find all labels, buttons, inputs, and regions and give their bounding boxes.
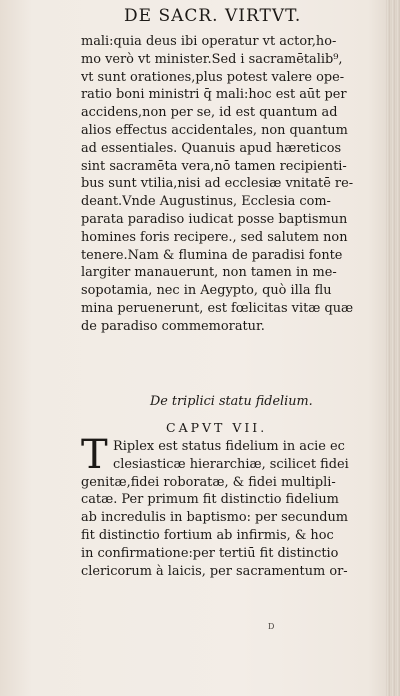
text-line: clericorum à laicis, per sacramentum or- (81, 563, 348, 579)
text-line: ratio boni ministri q̄ mali:hoc est aūt per (81, 87, 347, 103)
text-line: Riplex est status fidelium in acie ec (113, 439, 345, 454)
page-edge (386, 0, 400, 696)
body-text (81, 33, 381, 336)
text-line: catæ. Per primum fit distinctio fidelium (81, 492, 339, 508)
text-line: de paradiso commemoratur. (81, 318, 265, 334)
text-line: tenere.Nam & flumina de paradisi fonte (81, 247, 343, 263)
text-line: sopotamia, nec in Aegypto, quò illa flu (81, 283, 332, 299)
text-line: parata paradiso iudicat posse baptismun (81, 211, 348, 227)
running-head: DE SACR. VIRTVT. (124, 6, 302, 26)
chapter-heading: CAPVT VII. (166, 420, 268, 435)
text-line: ab incredulis in baptismo: per secundum (81, 510, 349, 526)
text-line: mali:quia deus ibi operatur vt actor,ho- (81, 34, 337, 49)
text-line: largiter manauerunt, non tamen in me- (81, 265, 337, 281)
signature-mark: D (268, 622, 275, 631)
section-subtitle: De triplici statu fidelium. (150, 394, 313, 409)
text-line: sint sacramēta vera,nō tamen recipienti- (81, 158, 347, 174)
text-line: in confirmatione:per tertiū fit distinctio (81, 545, 339, 561)
text-line: homines foris recipere., sed salutem non (81, 229, 348, 245)
text-line: deant.Vnde Augustinus, Ecclesia com- (81, 194, 331, 210)
text-line: clesiasticæ hierarchiæ, scilicet fidei (113, 456, 349, 472)
text-line: accidens,non per se, id est quantum ad (81, 105, 338, 121)
text-line: bus sunt vtilia,nisi ad ecclesiæ vnitatē re- (81, 176, 354, 192)
drop-cap: T (81, 432, 108, 478)
text-line: mo verò vt minister.Sed i sacramētalib⁹, (81, 51, 343, 67)
text-line: mina peruenerunt, est fœlicitas vitæ quæ (81, 300, 354, 316)
text-line: ad essentiales. Quanuis apud hæreticos (81, 140, 342, 156)
chapter-paragraph (81, 432, 381, 580)
text-line: vt sunt orationes,plus potest valere ope- (81, 69, 345, 85)
text-line: alios effectus accidentales, non quantum (81, 122, 348, 138)
text-line: fit distinctio fortium ab infirmis, & hoc (81, 527, 334, 543)
text-line: genitæ,fidei roboratæ, & fidei multipli- (81, 474, 336, 490)
